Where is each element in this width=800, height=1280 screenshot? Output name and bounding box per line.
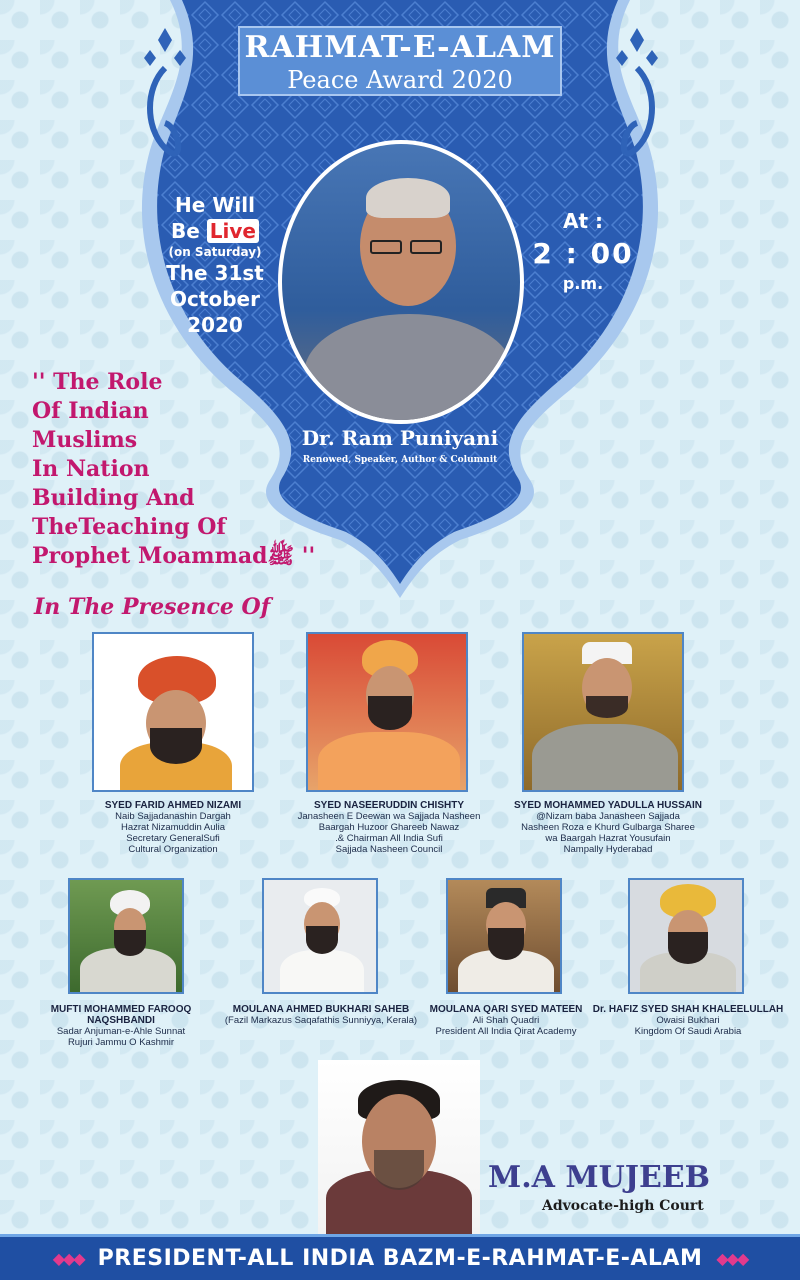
presence-heading: In The Presence Of [34, 594, 271, 620]
guest-photo [446, 878, 562, 994]
guest-caption [60, 800, 286, 855]
guest-detail: Ali Shah Quadri [472, 1015, 540, 1026]
guest-detail: @Nizam baba Janasheen Sajjada [536, 811, 680, 822]
topic-line: '' The Role [32, 369, 163, 395]
guest-detail: Janasheen E Deewan wa Sajjada Nasheen [297, 811, 481, 822]
date-text-2: October [170, 287, 260, 311]
guest-name: SYED NASEERUDDIN CHISHTY [313, 800, 465, 811]
ampm-label: p.m. [562, 274, 604, 293]
year-text: 2020 [187, 313, 243, 337]
footer-text: PRESIDENT-ALL INDIA BAZM-E-RAHMAT-E-ALAM [97, 1246, 703, 1271]
be-text: Be [171, 219, 200, 243]
guest-caption [20, 1004, 222, 1048]
topic-line: TheTeaching Of [32, 514, 226, 540]
topic-line: Prophet Moammadﷺ '' [32, 543, 316, 569]
guest-name: MOULANA QARI SYED MATEEN [429, 1004, 583, 1015]
talk-topic [32, 368, 352, 571]
guest-detail: Naib Sajjadanashin Dargah [115, 811, 231, 822]
guest-caption [500, 800, 716, 855]
award-title: RAHMAT-E-ALAM [244, 30, 556, 65]
guest-caption [218, 1004, 424, 1026]
guest-name: MOULANA AHMED BUKHARI SAHEB [232, 1004, 410, 1015]
topic-line: In Nation [32, 456, 150, 482]
speaker-name: Dr. Ram Puniyani [301, 426, 499, 450]
diamond-ornament-icon: ◆◆◆ [716, 1249, 748, 1268]
host-name: M.A MUJEEB [488, 1160, 711, 1195]
award-title-banner [238, 26, 562, 96]
he-will-text: He Will [175, 193, 255, 217]
diamond-ornament-icon: ◆◆◆ [52, 1249, 84, 1268]
guest-detail: Nasheen Roza e Khurd Gulbarga Sharee [521, 822, 695, 833]
guest-detail: Owaisi Bukhari [656, 1015, 720, 1026]
live-schedule [160, 192, 270, 338]
guest-name: MUFTI MOHAMMED FAROOQ NAQSHBANDI [50, 1004, 192, 1026]
guest-detail: Hazrat Nizamuddin Aulia [120, 822, 226, 833]
guest-detail: Nampally Hyderabad [563, 844, 653, 855]
guest-detail: wa Baargah Hazrat Yousufain [545, 833, 671, 844]
day-text: (on Saturday) [168, 245, 262, 259]
guest-detail: Cultural Organization [128, 844, 218, 855]
host-role: Advocate-high Court [542, 1198, 704, 1214]
guest-name: SYED FARID AHMED NIZAMI [104, 800, 242, 811]
guest-photo [92, 632, 254, 792]
at-label: At : [563, 209, 603, 233]
guest-caption [420, 1004, 592, 1037]
footer-banner [0, 1234, 800, 1280]
award-subtitle: Peace Award 2020 [287, 66, 513, 94]
topic-line: Building And [32, 485, 195, 511]
guest-photo [306, 632, 468, 792]
speaker-role: Renowed, Speaker, Author & Columnit [302, 455, 498, 465]
guest-detail: (Fazil Markazus Saqafathis Sunniyya, Kerala) [224, 1015, 418, 1026]
left-ornament-icon [140, 28, 190, 178]
guest-detail: Kingdom Of Saudi Arabia [634, 1026, 742, 1037]
guest-caption [590, 1004, 786, 1037]
live-badge: Live [207, 219, 259, 243]
guest-detail: .& Chairman All India Sufi [335, 833, 443, 844]
guest-detail: Rujuri Jammu O Kashmir [67, 1037, 175, 1048]
host-photo [318, 1060, 480, 1236]
guest-photo [522, 632, 684, 792]
guest-caption [276, 800, 502, 855]
topic-line: Of Indian [32, 398, 149, 424]
topic-line: Muslims [32, 427, 138, 453]
guest-name: Dr. HAFIZ SYED SHAH KHALEELULLAH [592, 1004, 784, 1015]
guest-name: SYED MOHAMMED YADULLA HUSSAIN [514, 800, 702, 811]
guest-detail: Secretary GeneralSufi [126, 833, 220, 844]
guest-photo [68, 878, 184, 994]
guest-photo [628, 878, 744, 994]
guest-photo [262, 878, 378, 994]
event-time [528, 208, 638, 294]
guest-detail: Baargah Huzoor Ghareeb Nawaz [318, 822, 460, 833]
date-text-1: The 31st [166, 261, 264, 285]
guest-detail: Sajjada Nasheen Council [335, 844, 443, 855]
right-ornament-icon [612, 28, 662, 178]
time-value: 2 : 00 [532, 237, 634, 270]
guest-detail: President All India Qirat Academy [435, 1026, 577, 1037]
guest-detail: Sadar Anjuman-e-Ahle Sunnat [56, 1026, 186, 1037]
